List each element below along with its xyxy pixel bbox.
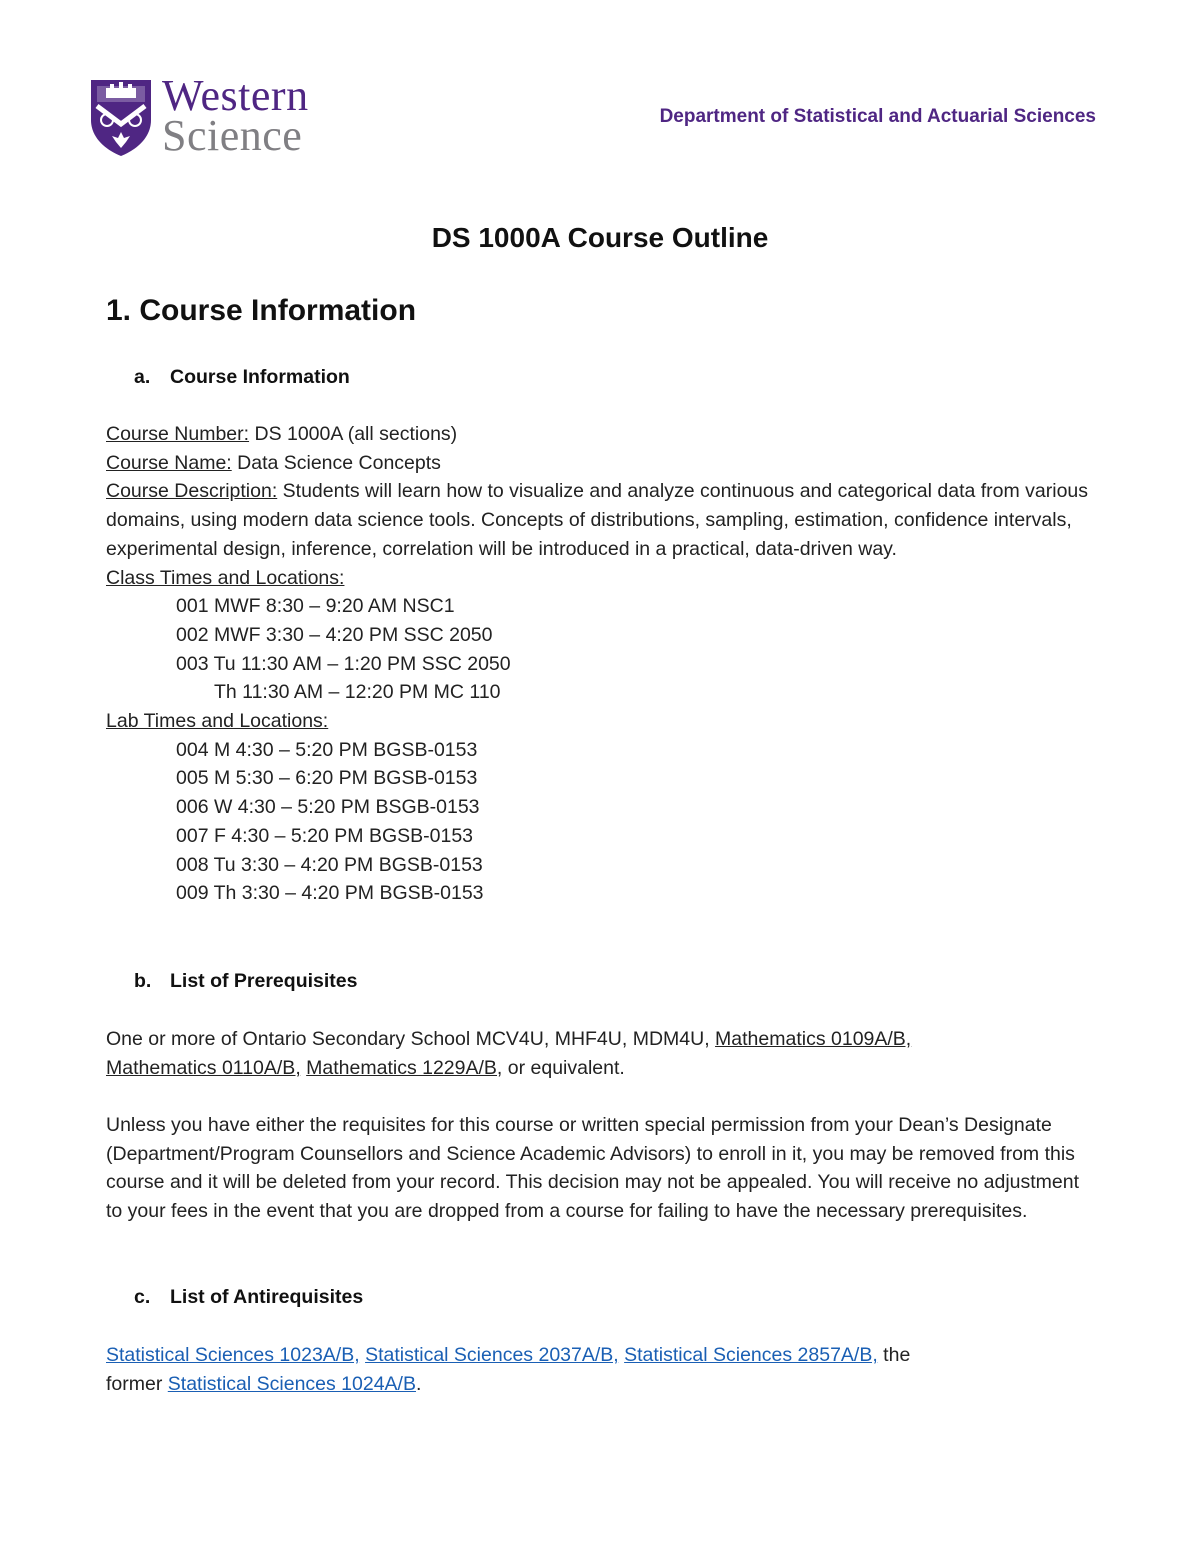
class-time-item: 001 MWF 8:30 – 9:20 AM NSC1 (176, 595, 455, 618)
lab-time-item: 007 F 4:30 – 5:20 PM BGSB-0153 (176, 824, 474, 847)
course-info-block (106, 420, 1106, 908)
antirequisites-line-1 (106, 1341, 1106, 1370)
subsection-c-heading (134, 1286, 363, 1309)
link-mathematics-0110[interactable]: Mathematics 0110A/B, (106, 1056, 301, 1079)
class-time-item: 002 MWF 3:30 – 4:20 PM SSC 2050 (176, 623, 493, 646)
logo-wordmark (162, 71, 309, 160)
antirequisites-text-former: former (106, 1372, 168, 1395)
subsection-c-title: List of Antirequisites (170, 1286, 364, 1308)
link-mathematics-0109[interactable]: Mathematics 0109A/B, (715, 1028, 912, 1050)
prerequisites-suffix: or equivalent. (502, 1056, 625, 1079)
link-stat-sci-1023[interactable]: Statistical Sciences 1023A/B, (106, 1344, 360, 1366)
section-1-heading: 1. Course Information (106, 294, 417, 327)
class-time-item: 003 Tu 11:30 AM – 1:20 PM SSC 2050 (176, 652, 511, 675)
subsection-a-title: Course Information (170, 366, 350, 388)
class-times-label: Class Times and Locations: (106, 566, 345, 589)
document-title: DS 1000A Course Outline (431, 222, 769, 253)
prerequisites-paragraph (106, 1025, 926, 1082)
lab-time-item: 005 M 5:30 – 6:20 PM BGSB-0153 (176, 767, 478, 790)
course-number-value: DS 1000A (all sections) (249, 423, 458, 445)
course-name-label: Course Name: (106, 451, 232, 474)
lab-times-label: Lab Times and Locations: (106, 710, 329, 733)
course-number-label: Course Number: (106, 423, 250, 445)
lab-time-item: 004 M 4:30 – 5:20 PM BGSB-0153 (176, 738, 478, 761)
subsection-b-heading (134, 970, 357, 993)
class-time-item-cont: Th 11:30 AM – 12:20 PM MC 110 (214, 681, 501, 704)
subsection-c-label: c. (134, 1286, 151, 1308)
course-description-value: Students will learn how to visualize and analyze continuous and categorical data from various domains, using modern data science tools. Concepts of distributions, sampling, estimation, confidence intervals, experimental design, inference, correlation will be introduced in a practical, data-driven way. (106, 480, 1089, 560)
logo-text-science: Science (162, 111, 303, 160)
link-mathematics-1229[interactable]: Mathematics 1229A/B, (306, 1056, 503, 1079)
antirequisites-period: . (415, 1372, 422, 1395)
prerequisites-notice: Unless you have either the requisites for this course or written special permission from your Dean’s Designate (Department/Program Counsellors and Science Academic Advisors) to enroll in it, you may be removed from this course and it will be deleted from your record. This decision may not be appealed. You will receive no adjustment to your fees in the event that you are dropped from a course for failing to have the necessary prerequisites. (106, 1114, 1080, 1223)
lab-time-item: 008 Tu 3:30 – 4:20 PM BGSB-0153 (176, 853, 483, 876)
lab-time-item: 009 Th 3:30 – 4:20 PM BGSB-0153 (176, 882, 484, 905)
course-name-line (106, 449, 1106, 478)
lab-time-item: 006 W 4:30 – 5:20 PM BSGB-0153 (176, 796, 480, 819)
western-science-logo (88, 71, 348, 166)
course-number-line (106, 420, 1106, 449)
course-description-line (106, 477, 1106, 563)
logo-text-western: Western (162, 71, 309, 120)
course-name-value: Data Science Concepts (231, 451, 441, 474)
antirequisites-text-the: the (877, 1344, 911, 1366)
subsection-b-label: b. (134, 970, 152, 992)
link-stat-sci-1024[interactable]: Statistical Sciences 1024A/B (167, 1372, 416, 1395)
subsection-a-label: a. (134, 366, 151, 388)
link-stat-sci-2857[interactable]: Statistical Sciences 2857A/B, (624, 1344, 878, 1366)
subsection-b-title: List of Prerequisites (170, 970, 358, 992)
link-stat-sci-2037[interactable]: Statistical Sciences 2037A/B, (365, 1344, 619, 1366)
course-description-label: Course Description: (106, 480, 278, 503)
western-shield-icon (88, 76, 154, 158)
antirequisites-paragraph (106, 1341, 1106, 1398)
department-name: Department of Statistical and Actuarial Sciences (659, 106, 1096, 127)
subsection-a-heading (134, 366, 350, 389)
antirequisites-line-2 (106, 1370, 1106, 1399)
prerequisites-text: One or more of Ontario Secondary School MCV4U, MHF4U, MDM4U, (106, 1028, 716, 1050)
